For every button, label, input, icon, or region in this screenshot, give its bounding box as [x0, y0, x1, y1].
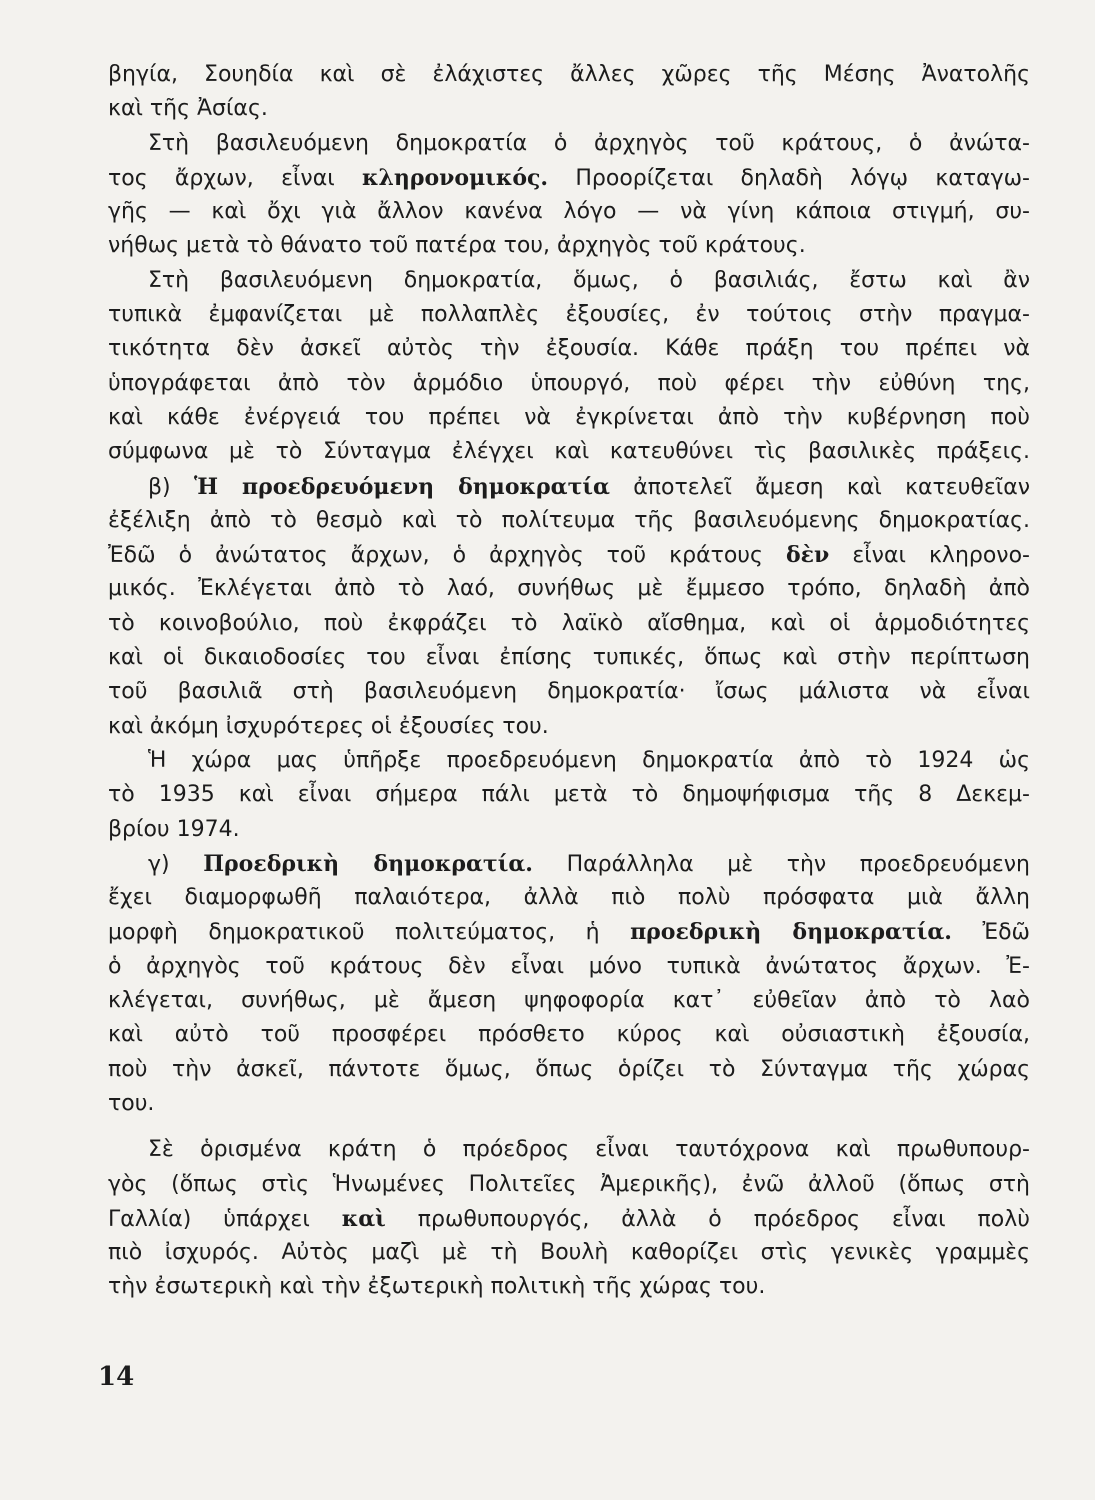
text-line: [108, 1133, 1030, 1167]
text-segment: β): [148, 474, 194, 500]
text-line: [108, 92, 1030, 126]
text-line: [108, 984, 1030, 1018]
text-segment: μικός. Ἐκλέγεται ἀπὸ τὸ λαό, συνήθως μὲ ἔμμεσο τρόπο, δηλαδὴ ἀπὸ: [108, 576, 1030, 602]
paragraph-gap: [108, 1121, 1030, 1133]
text-segment: ὑπογράφεται ἀπὸ τὸν ἁρμόδιο ὑπουργό, ποὺ φέρει τὴν εὐθύνη της,: [108, 370, 1030, 396]
text-line: [108, 950, 1030, 984]
text-line: [108, 298, 1030, 332]
text-segment: τὸ 1935 καὶ εἶναι σήμερα πάλι μετὰ τὸ δημοψήφισμα τῆς 8 Δεκεμ-: [108, 782, 1030, 808]
bold-term: καὶ: [341, 1205, 386, 1232]
text-line: [108, 161, 1030, 195]
text-segment: Γαλλία) ὑπάρχει: [108, 1206, 342, 1232]
text-segment: γῆς — καὶ ὄχι γιὰ ἄλλον κανένα λόγο — νὰ γίνη κάποια στιγμή, συ-: [108, 199, 1030, 225]
text-segment: καὶ αὐτὸ τοῦ προσφέρει πρόσθετο κύρος καὶ οὐσιαστικὴ ἐξουσία,: [108, 1022, 1030, 1048]
text-segment: βηγία, Σουηδία καὶ σὲ ἐλάχιστες ἄλλες χῶρες τῆς Μέσης Ἀνατολῆς: [108, 62, 1030, 87]
bold-term: κληρονομικός.: [361, 164, 549, 191]
text-line: [108, 367, 1030, 401]
text-line: [108, 1168, 1030, 1202]
text-segment: κλέγεται, συνήθως, μὲ ἄμεση ψηφοφορία κατ᾽ εὐθεῖαν ἀπὸ τὸ λαὸ: [108, 988, 1030, 1014]
text-segment: τοῦ βασιλιᾶ στὴ βασιλευόμενη δημοκρατία· ἴσως μάλιστα νὰ εἶναι: [108, 679, 1030, 705]
text-segment: πρωθυπουργός, ἀλλὰ ὁ πρόεδρος εἶναι πολὺ: [385, 1206, 1030, 1232]
text-line: [108, 572, 1030, 606]
text-line: [108, 641, 1030, 675]
text-segment: τὴν ἐσωτερικὴ καὶ τὴν ἐξωτερικὴ πολιτικὴ τῆς χώρας του.: [108, 1274, 766, 1300]
text-line: [108, 229, 1030, 263]
text-line: [108, 435, 1030, 469]
text-segment: ἔχει διαμορφωθῆ παλαιότερα, ἀλλὰ πιὸ πολὺ πρόσφατα μιὰ ἄλλη: [108, 885, 1030, 911]
text-line: [108, 778, 1030, 812]
text-segment: Ἐδῶ: [951, 920, 1030, 946]
text-segment: Ἐδῶ ὁ ἀνώτατος ἄρχων, ὁ ἀρχηγὸς τοῦ κράτους: [108, 543, 786, 569]
text-segment: εἶναι κληρονο-: [829, 543, 1030, 569]
text-segment: τυπικὰ ἐμφανίζεται μὲ πολλαπλὲς ἐξουσίες, ἐν τούτοις στὴν πραγμα-: [108, 302, 1030, 328]
text-segment: Στὴ βασιλευόμενη δημοκρατία ὁ ἀρχηγὸς τοῦ κράτους, ὁ ἀνώτα-: [148, 130, 1030, 156]
text-segment: καὶ οἱ δικαιοδοσίες του εἶναι ἐπίσης τυπικές, ὅπως καὶ στὴν περίπτωση: [108, 645, 1030, 671]
bold-term: Προεδρικὴ δημοκρατία.: [203, 850, 533, 877]
text-line: [108, 847, 1030, 881]
text-line: [108, 1236, 1030, 1270]
text-segment: βρίου 1974.: [108, 816, 240, 842]
text-segment: πιὸ ἰσχυρός. Αὐτὸς μαζὶ μὲ τὴ Βουλὴ καθορίζει στὶς γενικὲς γραμμὲς: [108, 1240, 1030, 1266]
text-line: [108, 710, 1030, 744]
text-line: [108, 881, 1030, 915]
text-segment: Παράλληλα μὲ τὴν προεδρευόμενη: [532, 851, 1030, 877]
text-segment: μορφὴ δημοκρατικοῦ πολιτεύματος, ἡ: [108, 920, 631, 946]
text-segment: ποὺ τὴν ἀσκεῖ, πάντοτε ὅμως, ὅπως ὁρίζει τὸ Σύνταγμα τῆς χώρας: [108, 1056, 1030, 1082]
text-segment: γὸς (ὅπως στὶς Ἡνωμένες Πολιτεῖες Ἀμερικῆς), ἐνῶ ἀλλοῦ (ὅπως στὴ: [108, 1171, 1030, 1197]
text-segment: τος ἄρχων, εἶναι: [108, 165, 362, 191]
text-line: [108, 332, 1030, 366]
text-line: [108, 1087, 1030, 1121]
text-line: [108, 58, 1030, 92]
bold-term: δὲν: [785, 542, 830, 569]
text-segment: τικότητα δὲν ἀσκεῖ αὐτὸς τὴν ἐξουσία. Κάθε πράξη του πρέπει νὰ: [108, 336, 1030, 362]
text-segment: ὁ ἀρχηγὸς τοῦ κράτους δὲν εἶναι μόνο τυπικὰ ἀνώτατος ἄρχων. Ἐ-: [108, 953, 1030, 979]
text-line: [108, 915, 1030, 949]
text-segment: καὶ κάθε ἐνέργειά του πρέπει νὰ ἐγκρίνεται ἀπὸ τὴν κυβέρνηση ποὺ: [108, 404, 1030, 430]
text-line: [108, 744, 1030, 778]
text-segment: τὸ κοινοβούλιο, ποὺ ἐκφράζει τὸ λαϊκὸ αἴσθημα, καὶ οἱ ἁρμοδιότητες: [108, 610, 1030, 636]
text-line: [108, 264, 1030, 298]
text-segment: Ἡ χώρα μας ὑπῆρξε προεδρευόμενη δημοκρατία ἀπὸ τὸ 1924 ὡς: [148, 747, 1030, 773]
text-line: [108, 607, 1030, 641]
text-segment: καὶ τῆς Ἀσίας.: [108, 96, 268, 122]
text-segment: νήθως μετὰ τὸ θάνατο τοῦ πατέρα του, ἀρχηγὸς τοῦ κράτους.: [108, 233, 806, 259]
text-line: [108, 401, 1030, 435]
text-line: [108, 504, 1030, 538]
text-line: [108, 1270, 1030, 1304]
text-segment: ἐξέλιξη ἀπὸ τὸ θεσμὸ καὶ τὸ πολίτευμα τῆς βασιλευόμενης δημοκρατίας.: [108, 507, 1030, 533]
text-line: [108, 1053, 1030, 1087]
page-number: 14: [98, 1362, 135, 1392]
bold-term: Ἡ προεδρευόμενη δημοκρατία: [193, 473, 610, 500]
text-line: [108, 813, 1030, 847]
text-line: [108, 675, 1030, 709]
body-text: [108, 58, 1030, 1305]
text-segment: σύμφωνα μὲ τὸ Σύνταγμα ἐλέγχει καὶ κατευθύνει τὶς βασιλικὲς πράξεις.: [108, 439, 1030, 465]
text-line: [108, 127, 1030, 161]
text-line: [108, 1018, 1030, 1052]
text-segment: γ): [148, 851, 204, 877]
text-line: [108, 538, 1030, 572]
text-line: [108, 1202, 1030, 1236]
text-segment: ἀποτελεῖ ἄμεση καὶ κατευθεῖαν: [609, 474, 1030, 500]
text-line: [108, 470, 1030, 504]
text-segment: Σὲ ὁρισμένα κράτη ὁ πρόεδρος εἶναι ταυτόχρονα καὶ πρωθυπουρ-: [148, 1137, 1030, 1163]
text-segment: Προορίζεται δηλαδὴ λόγῳ καταγω-: [548, 165, 1030, 191]
text-line: [108, 195, 1030, 229]
text-segment: του.: [108, 1090, 155, 1116]
text-segment: καὶ ἀκόμη ἰσχυρότερες οἱ ἐξουσίες του.: [108, 713, 549, 739]
bold-term: προεδρικὴ δημοκρατία.: [630, 919, 952, 946]
text-segment: Στὴ βασιλευόμενη δημοκρατία, ὅμως, ὁ βασιλιάς, ἔστω καὶ ἂν: [148, 267, 1030, 293]
